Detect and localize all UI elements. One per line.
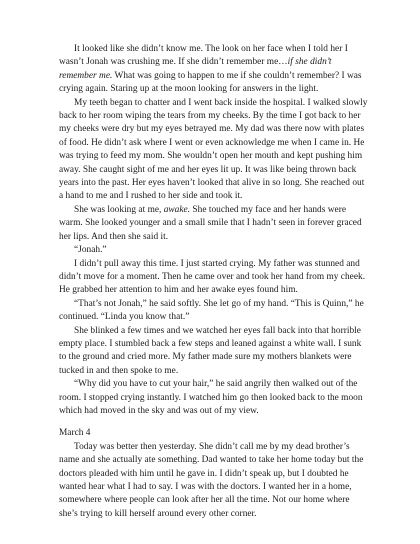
paragraph-1-text-end: What was going to happen to me if she couldn’t remember? I was crying again. Staring up at the moon looking for answers in the light. bbox=[59, 70, 362, 95]
paragraph-7: She blinked a few times and we watched her eyes fall back into that horrible empty place. I stumbled back a few steps and leaned against a white wall. I sunk to the ground and cried more. My father made sure my mothers blankets were tucked in and then spoke to me. bbox=[59, 325, 362, 376]
paragraph-2: My teeth began to chatter and I went back inside the hospital. I walked slowly back to her room wiping the tears from my cheeks. By the time I got back to her my cheeks were dry but my eyes betrayed me. My dad was there now with plates of food. He didn’t ask where I went or even acknowledge me when I came in. He was trying to feed my mom. She wouldn’t open her mouth and kept pushing him away. She caught sight of me and her eyes lit up. It was like being thrown back years into the past. Her eyes haven’t looked that alive in so long. She reached out a hand to me and I rushed to her side and took it. bbox=[59, 97, 368, 202]
paragraph-1-italic: if she didn’t remember me. bbox=[59, 57, 332, 81]
paragraph-3-text: She was looking at me, bbox=[74, 204, 164, 215]
date-heading: March 4 bbox=[59, 428, 91, 439]
paragraph-3 bbox=[59, 204, 368, 244]
paragraph-9: Today was better then yesterday. She didn’t call me by my dead brother’s name and she actually ate something. Dad wanted to take her home today but the doctors pleaded with him until he gave in. I didn’t speak up, but I doubted he wanted hear what I had to say. I was with the doctors. I wanted her in a home, somewhere where people can look after her all the time. Not our home where she’s trying to kill herself around every other corner. bbox=[59, 441, 364, 519]
paragraph-5: I didn’t pull away this time. I just started crying. My father was stunned and didn’t move for a moment. Then he came over and took her hand from my cheek. He grabbed her attention to him and her awake eyes found him. bbox=[59, 258, 366, 296]
paragraph-6: “That’s not Jonah,” he said softly. She let go of my hand. “This is Quinn,” he continued. “Linda you know that.” bbox=[59, 298, 364, 323]
paragraph-4: “Jonah.” bbox=[74, 245, 107, 256]
paragraph-1 bbox=[59, 43, 368, 97]
paragraph-8: “Why did you have to cut your hair,” he said angrily then walked out of the room. I stopped crying instantly. I watched him go then looked back to the moon which had moved in the sky and was out of my view. bbox=[59, 379, 363, 416]
paragraph-3-italic: awake. bbox=[163, 204, 191, 215]
paragraph-1-text: It looked like she didn’t know me. The look on her face when I told her I wasn’t Jonah was crushing me. If she didn’t remember me… bbox=[59, 44, 348, 68]
paragraph-3-text-end: She touched my face and her hands were warm. She looked younger and a small smile that I hadn’t seen in forever graced her lips. And then she said it. bbox=[59, 204, 362, 242]
